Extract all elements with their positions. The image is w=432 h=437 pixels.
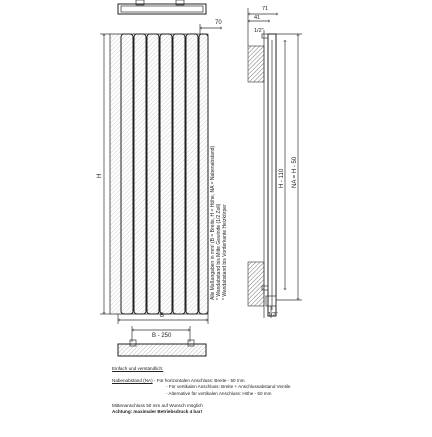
na-line-2: - Für vertikalen Anschluss: Breite + Anschlussabstand Ventile	[166, 384, 291, 390]
dim-41-label: 41	[254, 15, 261, 21]
na-title: Nabenabstand (NA)	[112, 378, 153, 384]
na-line-3: - Alternative für vertikalen Anschluss: Höhe - 50 mm	[166, 390, 272, 396]
vertical-note-3: * Wandabstand bis Vorderkante Heizkörper	[222, 204, 228, 300]
front-view	[97, 20, 228, 342]
dim-half-bottom-label: 1/2"	[268, 312, 278, 318]
bottom-plan-view	[118, 340, 206, 356]
dim-pipe-label: B - 250	[152, 333, 172, 339]
dim-height-label: H	[97, 173, 103, 178]
dim-half-top-label: 1/2"	[254, 28, 264, 34]
vertical-notes	[210, 146, 228, 300]
side-view	[248, 6, 302, 318]
dim-h110-label: H - 110	[279, 168, 285, 188]
dim-width-label: B	[160, 313, 165, 319]
center-connection-note: Mittenanschluss 50 mm auf Wunsch möglich	[112, 402, 203, 408]
notes-block	[112, 366, 422, 415]
dim-na-label: NA = H - 50	[292, 156, 298, 188]
top-plan-view	[118, 0, 206, 14]
dim-71-label: 71	[262, 6, 269, 12]
vertical-note-1: Alle Maßangaben in mm! (B = Breite, H = Höhe, NA = Nabenabstand)	[210, 145, 216, 300]
notes-intro: Einfach und verständlich:	[112, 366, 164, 371]
pressure-warning: Achtung: maximaler Betriebsdruck 4 bar!	[112, 409, 203, 415]
dim-70-label: 70	[215, 20, 222, 26]
vertical-note-2: * Wandabstand bis Mitte Gewinde (1/2 Zoll)	[216, 203, 222, 300]
na-line-1: - Für horizontalen Anschluss: Breite - 50 mm	[153, 378, 245, 384]
